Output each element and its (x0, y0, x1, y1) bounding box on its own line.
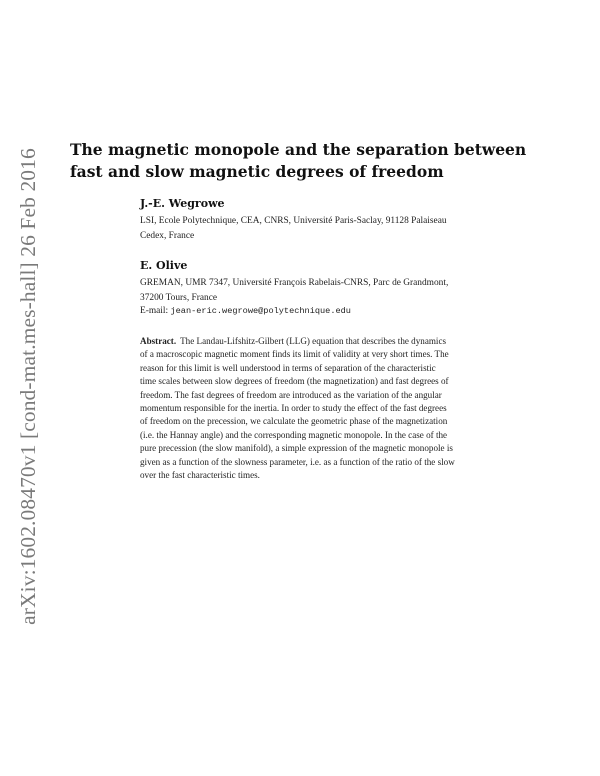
abstract-line: freedom. The fast degrees of freedom are introduced as the variation of the angular (140, 389, 442, 400)
arxiv-identifier: arXiv:1602.08470v1 [cond-mat.mes-hall] 26 Feb 2016 (15, 147, 40, 625)
abstract-line: time scales between slow degrees of freedom (the magnetization) and fast degrees of (140, 376, 449, 387)
contact-email (140, 306, 351, 316)
abstract-block (140, 335, 510, 482)
abstract-text: The Landau-Lifshitz-Gilbert (LLG) equation that describes the dynamics (180, 336, 447, 346)
abstract-heading: Abstract. (140, 336, 177, 346)
affiliation-line: LSI, Ecole Polytechnique, CEA, CNRS, Université Paris-Saclay, 91128 Palaiseau (140, 216, 447, 226)
author-affiliation (140, 214, 530, 244)
paper-title (70, 139, 540, 183)
author-affiliation (140, 276, 530, 306)
abstract-line (140, 335, 510, 348)
email-address[interactable]: jean-eric.wegrowe@polytechnique.edu (170, 306, 351, 316)
title-line: fast and slow magnetic degrees of freedom (70, 162, 444, 181)
abstract-line: of a macroscopic magnetic moment finds its limit of validity at very short times. The (140, 349, 449, 360)
affiliation-line: 37200 Tours, France (140, 293, 218, 303)
abstract-line: pure precession (the slow manifold), a simple expression of the magnetic monopole is (140, 443, 453, 454)
author-name: J.-E. Wegrowe (140, 197, 225, 210)
abstract-line: (i.e. the Hannay angle) and the corresponding magnetic monopole. In the case of the (140, 429, 448, 440)
abstract-line: over the fast characteristic times. (140, 470, 260, 481)
affiliation-line: GREMAN, UMR 7347, Université François Rabelais-CNRS, Parc de Grandmont, (140, 278, 449, 288)
arxiv-side-stamp (10, 147, 46, 625)
affiliation-line: Cedex, France (140, 231, 195, 241)
abstract-line: of freedom on the precession, we calculate the geometric phase of the magnetization (140, 416, 448, 427)
abstract-line: reason for this limit is well understood in terms of separation of the characteristic (140, 362, 436, 373)
email-label: E-mail: (140, 306, 169, 316)
abstract-line: given as a function of the slowness parameter, i.e. as a function of the ratio of the slow (140, 456, 455, 467)
author-name: E. Olive (140, 259, 188, 272)
title-line: The magnetic monopole and the separation between (70, 140, 527, 159)
abstract-line: momentum responsible for the inertia. In order to study the effect of the fast degrees (140, 403, 447, 414)
